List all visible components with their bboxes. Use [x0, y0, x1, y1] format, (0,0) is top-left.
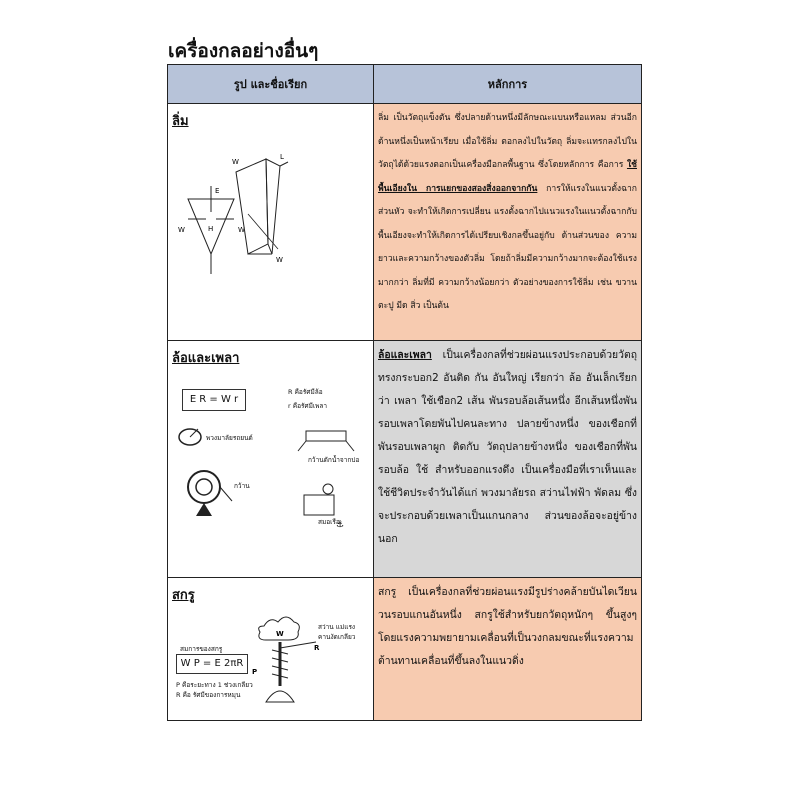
label-w-bottom: W: [276, 256, 283, 264]
wedge-diagram: [168, 104, 374, 340]
header-picture-name: รูป และชื่อเรียก: [168, 65, 374, 104]
screw-principle-cell: [374, 578, 642, 721]
caption-screw-tools: สว่าน แม่แรง คานงัดเกลียว: [318, 623, 356, 641]
screw-formula: W P = E 2πR: [176, 654, 248, 674]
screw-formula-caption: สมการของสกรู: [180, 645, 223, 653]
page-title: เครื่องกลอย่างอื่นๆ: [168, 40, 319, 62]
svg-text:⚓: ⚓: [336, 520, 345, 530]
legend-small-r: r คือรัศมีเพลา: [288, 402, 328, 410]
table-row: [168, 341, 642, 578]
label-screw-w: W: [276, 630, 284, 638]
table-header-row: [168, 65, 642, 104]
wheel-axle-description: ล้อและเพลา เป็นเครื่องกลที่ช่วยผ่อนแรงประกอบด้วยวัตถุทรงกระบอก2 อันติด กัน อันใหญ่ เรียกว่า ล้อ อันเล็กเรียกว่า เพลา ใช้เชือก2 เส้น พันรอบล้อเส้นหนึ่ง อีกเส้นหนึ่งพันรอบเพลาโดยพันไปคนละทาง ปลายข้างหนึ่ง ของเชือกที่พันรอบเพลาผูก ติดกับ วัตถุปลายข้างหนึ่ง ของเชือกที่พันรอบล้อ ใช้ สำหรับออกแรงดึง เป็นเครื่องมือที่เราเห็นและใช้ชีวิตประจำวันได้แก่ พวงมาลัยรถ สว่านไฟฟ้า พัดลม ซึ่งจะประกอบด้วยเพลาเป็นแกนกลาง ส่วนของล้อจะอยู่ข้างนอก: [378, 349, 637, 545]
wedge-description: ลิ่ม เป็นวัตถุแข็งตัน ซึ่งปลายด้านหนึ่งมีลักษณะแบนหรือแหลม ส่วนอีกด้านหนึ่งเป็นหน้าเรียบ เมื่อใช้ลิ่ม ตอกลงไปในวัตถุ ลิ่มจะแทรกลงไปในวัตถุได้ด้วยแรงตอกเป็นเครื่องมือกลพื้นฐาน ซึ่งโดยหลักการ คือการ ใช้พื้นเอียงใน การแยกของสองสิ่งออกจากกัน การให้แรงในแนวตั้งฉากส่วนหัว จะทำให้เกิดการเปลี่ยน แรงตั้งฉากไปแนวแรงในแนวตั้งฉากกับพื้นเอียงจะทำให้เกิดการได้เปรียบเชิงกลขึ้นอยู่กับ ด้านส่วนของ ความยาวและความกว้างของตัวลิ่ม โดยถ้าลิ่มมีความกว้างมากจะต้องใช้แรงมากกว่า ลิ่มที่มี ความกว้างน้อยกว่า ตัวอย่างของการใช้ลิ่ม เช่น ขวาน ตะปู มีด สิ่ว เป็นต้น: [378, 113, 637, 311]
table-row: [168, 104, 642, 341]
screw-description: สกรู เป็นเครื่องกลที่ช่วยผ่อนแรงมีรูปร่างคล้ายบันไดเวียนวนรอบแกนอันหนึ่ง สกรูใช้สำหรับยกวัตถุหนักๆ ขึ้นสูงๆ โดยแรงความพยายามเคลื่อนที่เป็นวงกลมขณะที่แรงความต้านทานเคลื่อนที่ขึ้นลงในแนวดิ่ง: [378, 586, 637, 667]
screw-picture-cell: [168, 578, 374, 721]
caption-anchor: สมอเรือ: [318, 518, 340, 526]
label-l: L: [280, 153, 284, 161]
wheel-axle-name: ล้อและเพลา: [172, 351, 240, 366]
label-w-top: W: [232, 158, 239, 166]
label-h: H: [208, 225, 214, 233]
label-e: E: [215, 187, 220, 195]
wheel-axle-principle-cell: [374, 341, 642, 578]
caption-steering: พวงมาลัยรถยนต์: [206, 434, 253, 442]
header-principle: หลักการ: [374, 65, 642, 104]
label-screw-r: R: [314, 644, 320, 652]
screw-name: สกรู: [172, 588, 195, 603]
wheel-axle-picture-cell: [168, 341, 374, 578]
machines-table: [167, 64, 642, 721]
label-w-right: W: [238, 226, 245, 234]
wheel-axle-formula: E R = W r: [182, 389, 246, 411]
label-screw-p: P: [252, 668, 258, 676]
wedge-picture-cell: [168, 104, 374, 341]
legend-p: P คือระยะทาง 1 ช่วงเกลียว: [176, 681, 253, 689]
legend-r: R คือ รัศมีของการหมุน: [176, 691, 241, 699]
table-row: [168, 578, 642, 721]
caption-winch: กว้านตักน้ำจากบ่อ: [308, 456, 360, 464]
wedge-principle-cell: [374, 104, 642, 341]
wedge-name: ลิ่ม: [172, 114, 189, 129]
caption-drill: กว้าน: [234, 482, 250, 490]
legend-big-r: R คือรัศมีล้อ: [288, 388, 323, 396]
label-w-left: W: [178, 226, 185, 234]
screw-jack-diagram: [168, 578, 374, 720]
